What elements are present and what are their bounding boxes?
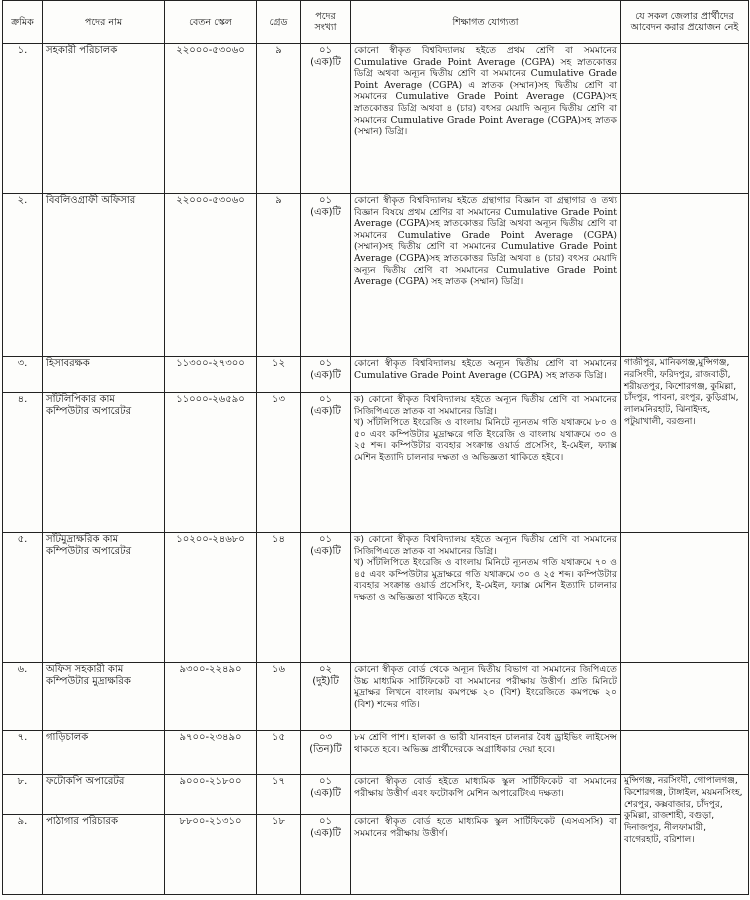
table-row — [3, 775, 749, 815]
post-count-word: (এক)টি — [310, 828, 341, 839]
post-count-word: (এক)টি — [310, 406, 341, 417]
row-pay-scale: ১১৩০০-২৭৩০০ — [165, 357, 257, 393]
row-serial: ৬. — [3, 663, 43, 731]
row-post-count — [301, 815, 351, 895]
table-row — [3, 731, 749, 775]
row-post-name: অফিস সহকারী কাম কম্পিউটার মুদ্রাক্ষরিক — [43, 663, 165, 731]
row-excluded-districts: মুন্সিগঞ্জ, নরসিংদী, গোপালগঞ্জ, কিশোরগঞ্জ, টাঙ্গাইল, ময়মনসিংহ, শেরপুর, কক্সবাজার, চাঁদপুর, কুমিল্লা, রাজশাহী, বগুড়া, দিনাজপুর, নীলফামারী, বাগেরহাট, বরিশাল। — [621, 775, 749, 895]
table-row — [3, 357, 749, 393]
post-count-number: ০১ — [319, 776, 332, 787]
row-excluded-districts — [621, 663, 749, 731]
row-qualification — [351, 533, 621, 663]
row-excluded-districts — [621, 44, 749, 194]
row-qualification: কোনো স্বীকৃত বিশ্ববিদ্যালয় হইতে গ্রন্থাগার বিজ্ঞান বা গ্রন্থাগার ও তথ্য বিজ্ঞান বিষয়ে প্রথম শ্রেণির বা সমমানের Cumulative Grade Point Average (CGPA)সহ স্নাতকোত্তর ডিগ্রি অথবা অন্যূন দ্বিতীয় শ্রেণি বা সমমানের Cumulative Grade Point Average (CGPA) (সম্মান)সহ দ্বিতীয় শ্রেণি বা সমমানের Cumulative Grade Point Average (CGPA)সহ স্নাতকোত্তর ডিগ্রি অথবা ৪ (চার) বৎসর মেয়াদি অন্যূন দ্বিতীয় শ্রেণি বা সমমানের Cumulative Grade Point Average (CGPA) সহ স্নাতক (সম্মান) ডিগ্রি। — [351, 194, 621, 357]
row-post-name: বিবলিওগ্রাফী অফিসার — [43, 194, 165, 357]
row-excluded-districts: গাজীপুর, মানিকগঞ্জ,মুন্সিগঞ্জ, নরসিংদী, ফরিদপুর, রাজবাড়ী, শরীয়তপুর, কিশোরগঞ্জ, কুমিল্লা, চাঁদপুর, পাবনা, রংপুর, কুড়িগ্রাম, লালমনিরহাট, ঝিনাইদহ, পটুয়াখালী, বরগুনা। — [621, 357, 749, 533]
post-count-number: ০১ — [319, 534, 332, 545]
post-count-word: (এক)টি — [310, 370, 341, 381]
row-grade: ১৫ — [257, 731, 301, 775]
row-post-count — [301, 194, 351, 357]
qualification-part-a: ক) কোনো স্বীকৃত বিশ্ববিদ্যালয় হইতে অন্যূন দ্বিতীয় শ্রেণি বা সমমানের সিজিপিএতে স্নাতক বা সমমানের ডিগ্রি। — [354, 534, 617, 557]
header-pay-scale: বেতন স্কেল — [165, 1, 257, 44]
row-grade: ১৪ — [257, 533, 301, 663]
header-qualification: শিক্ষাগত যোগ্যতা — [351, 1, 621, 44]
header-post-count: পদের সংখ্যা — [301, 1, 351, 44]
post-count-number: ০১ — [319, 45, 332, 56]
row-post-name: পাঠাগার পরিচারক — [43, 815, 165, 895]
row-qualification: কোনো স্বীকৃত বোর্ড হতে মাধ্যমিক স্কুল সার্টিফিকেট (এসএসসি) বা সমমানের পরীক্ষায় উত্তীর্ণ। — [351, 815, 621, 895]
row-pay-scale: ৯০০০-২১৮০০ — [165, 775, 257, 815]
header-serial: ক্রমিক — [3, 1, 43, 44]
row-grade: ১৭ — [257, 775, 301, 815]
row-post-name: হিসাবরক্ষক — [43, 357, 165, 393]
row-post-count — [301, 533, 351, 663]
row-post-count — [301, 44, 351, 194]
row-serial: ৩. — [3, 357, 43, 393]
post-count-number: ০৩ — [318, 732, 332, 743]
table-row — [3, 663, 749, 731]
row-post-count — [301, 357, 351, 393]
row-pay-scale: ১০২০০-২৪৬৮০ — [165, 533, 257, 663]
post-count-word: (এক)টি — [310, 546, 341, 557]
row-grade: ১২ — [257, 357, 301, 393]
row-post-count — [301, 663, 351, 731]
row-qualification: কোনো স্বীকৃত বোর্ড হইতে মাধ্যমিক স্কুল সার্টিফিকেট বা সমমানের পরীক্ষায় উত্তীর্ণ এবং ফটোকপি মেশিন অপারেটিংএ দক্ষতা। — [351, 775, 621, 815]
row-serial: ২. — [3, 194, 43, 357]
row-grade: ৯ — [257, 44, 301, 194]
post-count-number: ০১ — [319, 195, 332, 206]
row-grade: ১৬ — [257, 663, 301, 731]
post-count-word: (এক)টি — [310, 207, 341, 218]
header-post-name: পদের নাম — [43, 1, 165, 44]
header-grade: গ্রেড — [257, 1, 301, 44]
row-serial: ১. — [3, 44, 43, 194]
post-count-number: ০১ — [319, 358, 332, 369]
row-post-name: ফটোকপি অপারেটর — [43, 775, 165, 815]
row-excluded-districts — [621, 533, 749, 663]
row-post-name: সাঁটলিপিকার কাম কম্পিউটার অপারেটর — [43, 393, 165, 533]
post-count-word: (তিন)টি — [309, 744, 342, 755]
post-count-word: (দুই)টি — [312, 676, 339, 687]
row-qualification: ৮ম শ্রেণি পাশ। হালকা ও ভারী যানবাহন চালনার বৈধ ড্রাইভিং লাইসেন্স থাকতে হবে। অভিজ্ঞ প্রার্থীদেরকে অগ্রাধিকার দেয়া হবে। — [351, 731, 621, 775]
row-serial: ৫. — [3, 533, 43, 663]
row-serial: ৭. — [3, 731, 43, 775]
post-count-word: (এক)টি — [310, 57, 341, 68]
row-post-name: গাড়িচালক — [43, 731, 165, 775]
table-header-row — [3, 1, 749, 44]
row-qualification: কোনো স্বীকৃত বিশ্ববিদ্যালয় হইতে অন্যূন দ্বিতীয় শ্রেণি বা সমমানের Cumulative Grade Point Average (CGPA) সহ স্নাতক ডিগ্রি। — [351, 357, 621, 393]
row-qualification: কোনো স্বীকৃত বোর্ড থেকে অন্যূন দ্বিতীয় বিভাগ বা সমমানের জিপিএতে উচ্চ মাধ্যমিক সার্টিফিকেট বা সমমানের পরীক্ষায় উত্তীর্ণ। প্রতি মিনিটে মুদ্রাক্ষর লিখনে বাংলায় কমপক্ষে ২০ (বিশ) ইংরেজিতে কমপক্ষে ২০ (বিশ) শব্দের গতি। — [351, 663, 621, 731]
row-post-count — [301, 775, 351, 815]
row-post-count — [301, 731, 351, 775]
row-grade: ১৩ — [257, 393, 301, 533]
row-post-count — [301, 393, 351, 533]
row-pay-scale: ২২০০০-৫৩০৬০ — [165, 44, 257, 194]
row-qualification: কোনো স্বীকৃত বিশ্ববিদ্যালয় হইতে প্রথম শ্রেণি বা সমমানের Cumulative Grade Point Average (CGPA) সহ স্নাতকোত্তর ডিগ্রি অথবা অন্যূন দ্বিতীয় শ্রেণি বা সমমানের Cumulative Grade Point Average (CGPA) এ স্নাতক (সম্মান)সহ দ্বিতীয় শ্রেণি বা সমমানের Cumulative Grade Point Average (CGPA)সহ স্নাতকোত্তর ডিগ্রি অথবা ৪ (চার) বৎসর মেয়াদি অন্যূন দ্বিতীয় শ্রেণি বা সমমানের Cumulative Grade Point Average (CGPA)সহ স্নাতক (সম্মান) ডিগ্রি। — [351, 44, 621, 194]
row-pay-scale: ২২০০০-৫৩০৬০ — [165, 194, 257, 357]
header-excluded-districts: যে সকল জেলার প্রার্থীদের আবেদন করার প্রয়োজন নেই — [621, 1, 749, 44]
row-grade: ৯ — [257, 194, 301, 357]
row-qualification — [351, 393, 621, 533]
row-pay-scale: ৯৭০০-২৩৪৯০ — [165, 731, 257, 775]
row-pay-scale: ৯৩০০-২২৪৯০ — [165, 663, 257, 731]
row-serial: ৯. — [3, 815, 43, 895]
row-post-name: সহকারী পরিচালক — [43, 44, 165, 194]
row-serial: ৮. — [3, 775, 43, 815]
post-count-word: (এক)টি — [310, 788, 341, 799]
row-post-name: সাঁটমুদ্রাক্ষরিক কাম কম্পিউটার অপারেটর — [43, 533, 165, 663]
post-count-number: ০১ — [319, 816, 332, 827]
row-grade: ১৮ — [257, 815, 301, 895]
table-row — [3, 44, 749, 194]
row-excluded-districts — [621, 731, 749, 775]
post-count-number: ০১ — [319, 394, 332, 405]
post-count-number: ০২ — [318, 664, 332, 675]
qualification-part-b: খ) সাঁটলিপিতে ইংরেজি ও বাংলায় মিনিটে ন্যূনতম গতি যথাক্রমে ৭০ ও ৪৫ এবং কম্পিউটার মুদ্রাক্ষরে গতি যথাক্রমে ৩০ ও ২৫ শব্দ। কম্পিউটার ব্যবহার সংক্রান্ত ওয়ার্ড প্রসেসিং, ই-মেইল, ফ্যাক্স মেশিন ইত্যাদি চালনার দক্ষতা ও অভিজ্ঞতা থাকিতে হইবে। — [354, 557, 617, 603]
row-pay-scale: ১১০০০-২৬৫৯০ — [165, 393, 257, 533]
qualification-part-b: খ) সাঁটলিপিতে ইংরেজি ও বাংলায় মিনিটে ন্যূনতম গতি যথাক্রমে ৮০ ও ৫০ এবং কম্পিউটার মুদ্রাক্ষরে গতি ইংরেজি ও বাংলায় যথাক্রমে ৩০ ও ২৫ শব্দ। কম্পিউটার ব্যবহার সংক্রান্ত ওয়ার্ড প্রসেসিং, ই-মেইল, ফ্যাক্স মেশিন ইত্যাদি চালনার দক্ষতা ও অভিজ্ঞতা থাকিতে হইবে। — [354, 417, 617, 463]
job-posts-table — [2, 0, 749, 895]
qualification-part-a: ক) কোনো স্বীকৃত বিশ্ববিদ্যালয় হইতে অন্যূন দ্বিতীয় শ্রেণি বা সমমানের সিজিপিএতে স্নাতক বা সমমানের ডিগ্রি। — [354, 394, 617, 417]
table-row — [3, 194, 749, 357]
row-excluded-districts — [621, 194, 749, 357]
row-serial: ৪. — [3, 393, 43, 533]
row-pay-scale: ৮৮০০-২১৩১০ — [165, 815, 257, 895]
table-row — [3, 533, 749, 663]
